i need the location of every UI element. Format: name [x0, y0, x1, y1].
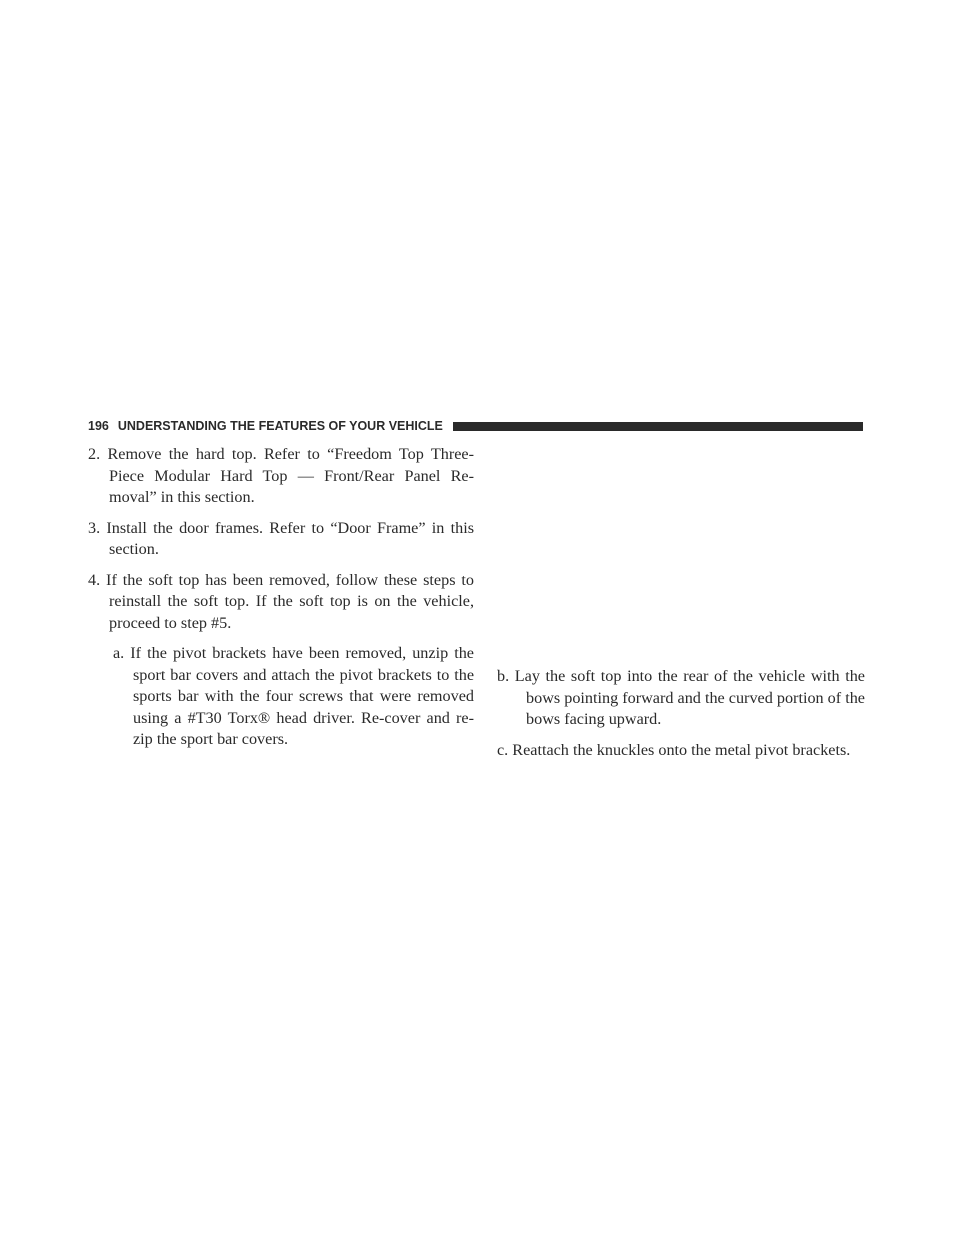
step-4c: c. Reattach the knuckles onto the metal pivot brackets. [497, 740, 851, 759]
page-number: 196 [88, 419, 109, 433]
right-column [497, 666, 865, 770]
left-column [88, 444, 474, 760]
step-4: 4. If the soft top has been removed, follow these steps to reinstall the soft top. If the soft top is on the vehicle, proceed to step #5. [88, 570, 474, 632]
step-3: 3. Install the door frames. Refer to “Door Frame” in this section. [88, 518, 474, 558]
page-header [88, 418, 863, 434]
step-4b: b. Lay the soft top into the rear of the vehicle with the bows pointing forward and the curved portion of the bows facing upward. [497, 667, 865, 728]
section-title: UNDERSTANDING THE FEATURES OF YOUR VEHICLE [117, 419, 443, 433]
step-2: 2. Remove the hard top. Refer to “Freedom Top Three-Piece Modular Hard Top — Front/Rear Panel Re-moval” in this section. [88, 445, 474, 506]
header-rule [453, 422, 863, 431]
step-4a: a. If the pivot brackets have been removed, unzip the sport bar covers and attach the pivot brackets to the sports bar with the four screws that were removed using a #T30 Torx® head driver. Re-cover and re-zip the sport bar covers. [113, 644, 474, 748]
